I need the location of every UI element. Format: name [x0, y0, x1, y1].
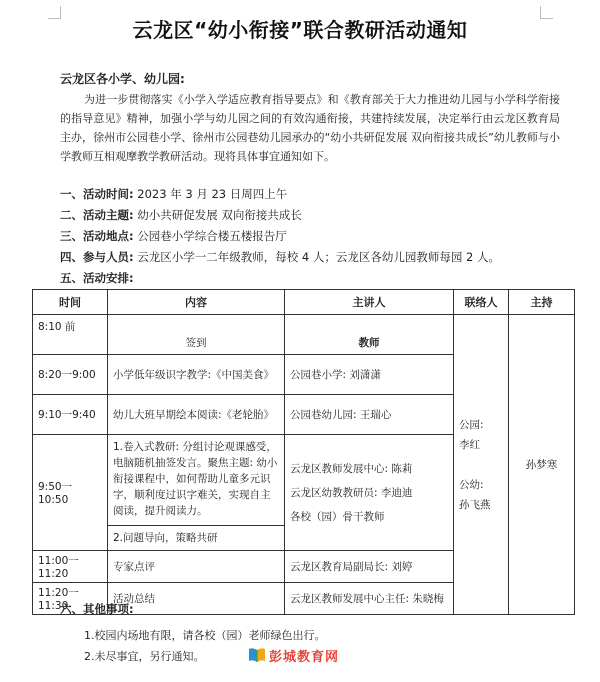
header-time: 时间	[33, 290, 108, 315]
note-line: 1.校园内场地有限，请各校（园）老师绿色出行。	[84, 629, 326, 642]
content-cell: 签到	[108, 315, 285, 355]
item-theme	[60, 207, 302, 223]
schedule-table	[32, 289, 575, 615]
time-cell: 9:10一9:40	[33, 395, 108, 435]
item-label: 四、参与人员:	[60, 250, 134, 264]
host-cell: 孙梦寒	[509, 315, 575, 615]
speaker-line: 云龙区幼教教研员: 李迪迪	[290, 486, 413, 499]
time-cell: 11:20一11:30	[33, 583, 108, 615]
header-content: 内容	[108, 290, 285, 315]
time-cell: 8:20一9:00	[33, 355, 108, 395]
item-value: 幼小共研促发展 双向衔接共成长	[137, 208, 302, 222]
content-part: 2.问题导向，策略共研	[113, 532, 218, 544]
liaison-line: 公园:	[459, 418, 484, 431]
header-speaker: 主讲人	[285, 290, 454, 315]
speaker-cell: 云龙区教育局副局长: 刘婷	[285, 551, 454, 583]
item-participants	[60, 249, 500, 265]
content-cell: 幼儿大班早期绘本阅读:《老轮胎》	[108, 395, 285, 435]
speaker-line: 各校（园）骨干教师	[290, 510, 385, 523]
item-location	[60, 228, 287, 244]
item-value: 2023 年 3 月 23 日周四上午	[137, 187, 288, 201]
other-heading: 六、其他事项:	[60, 602, 134, 616]
document-title: 云龙区“幼小衔接”联合教研活动通知	[132, 18, 468, 42]
header-host: 主持	[509, 290, 575, 315]
greeting: 云龙区各小学、幼儿园:	[60, 72, 185, 86]
watermark-logo	[248, 645, 356, 665]
time-cell: 9:50一10:50	[33, 435, 108, 551]
item-label: 五、活动安排:	[60, 271, 134, 285]
item-value: 公园巷小学综合楼五楼报告厅	[137, 229, 287, 243]
note-line: 2.未尽事宜，另行通知。	[84, 650, 205, 663]
content-cell: 专家点评	[108, 551, 285, 583]
book-icon	[248, 647, 266, 663]
item-label: 三、活动地点:	[60, 229, 134, 243]
item-schedule	[60, 270, 134, 286]
item-label: 二、活动主题:	[60, 208, 134, 222]
item-label: 一、活动时间:	[60, 187, 134, 201]
content-part: 1.卷入式教研: 分组讨论观课感受，电脑随机抽签发言。聚焦主题: 幼小衔接课程中，如何帮助儿童多元识字，顺利度过识字难关，实现自主阅读，提升阅读力。	[108, 435, 284, 526]
content-cell: 小学低年级识字教学:《中国美食》	[108, 355, 285, 395]
speaker-cell: 教师	[285, 315, 454, 355]
liaison-cell	[454, 315, 509, 615]
liaison-line: 孙飞燕	[459, 498, 491, 511]
speaker-cell: 公园巷幼儿园: 王瑞心	[285, 395, 454, 435]
time-cell: 8:10 前	[33, 315, 108, 355]
speaker-cell: 云龙区教师发展中心主任: 朱晓梅	[285, 583, 454, 615]
table-row	[33, 315, 575, 355]
content-cell: 活动总结	[108, 583, 285, 615]
table-header-row	[33, 290, 575, 315]
intro-paragraph: 为进一步贯彻落实《小学入学适应教育指导要点》和《教育部关于大力推进幼儿园与小学科学衔接的指导意见》精神，加强小学与幼儿园之间的有效沟通衔接，共建持续发展，决定举行由云龙区教育局主办，徐州市公园巷小学、徐州市公园巷幼儿园承办的“幼小共研促发展 双向衔接共成长”幼儿教师与小学教师互相观摩教学教研活动。现将具体事宜通知如下。	[60, 93, 560, 163]
watermark-text: 彭城教育网	[269, 649, 340, 665]
liaison-line: 李红	[459, 438, 480, 451]
item-time	[60, 186, 287, 202]
speaker-line: 云龙区教师发展中心: 陈莉	[290, 462, 413, 475]
speaker-cell	[285, 435, 454, 551]
speaker-cell: 公园巷小学: 刘潇潇	[285, 355, 454, 395]
time-cell: 11:00一11:20	[33, 551, 108, 583]
content-cell	[108, 435, 285, 551]
liaison-line: 公幼:	[459, 478, 484, 491]
item-value: 云龙区小学一二年级教师，每校 4 人；云龙区各幼儿园教师每园 2 人。	[137, 250, 501, 264]
header-liaison: 联络人	[454, 290, 509, 315]
